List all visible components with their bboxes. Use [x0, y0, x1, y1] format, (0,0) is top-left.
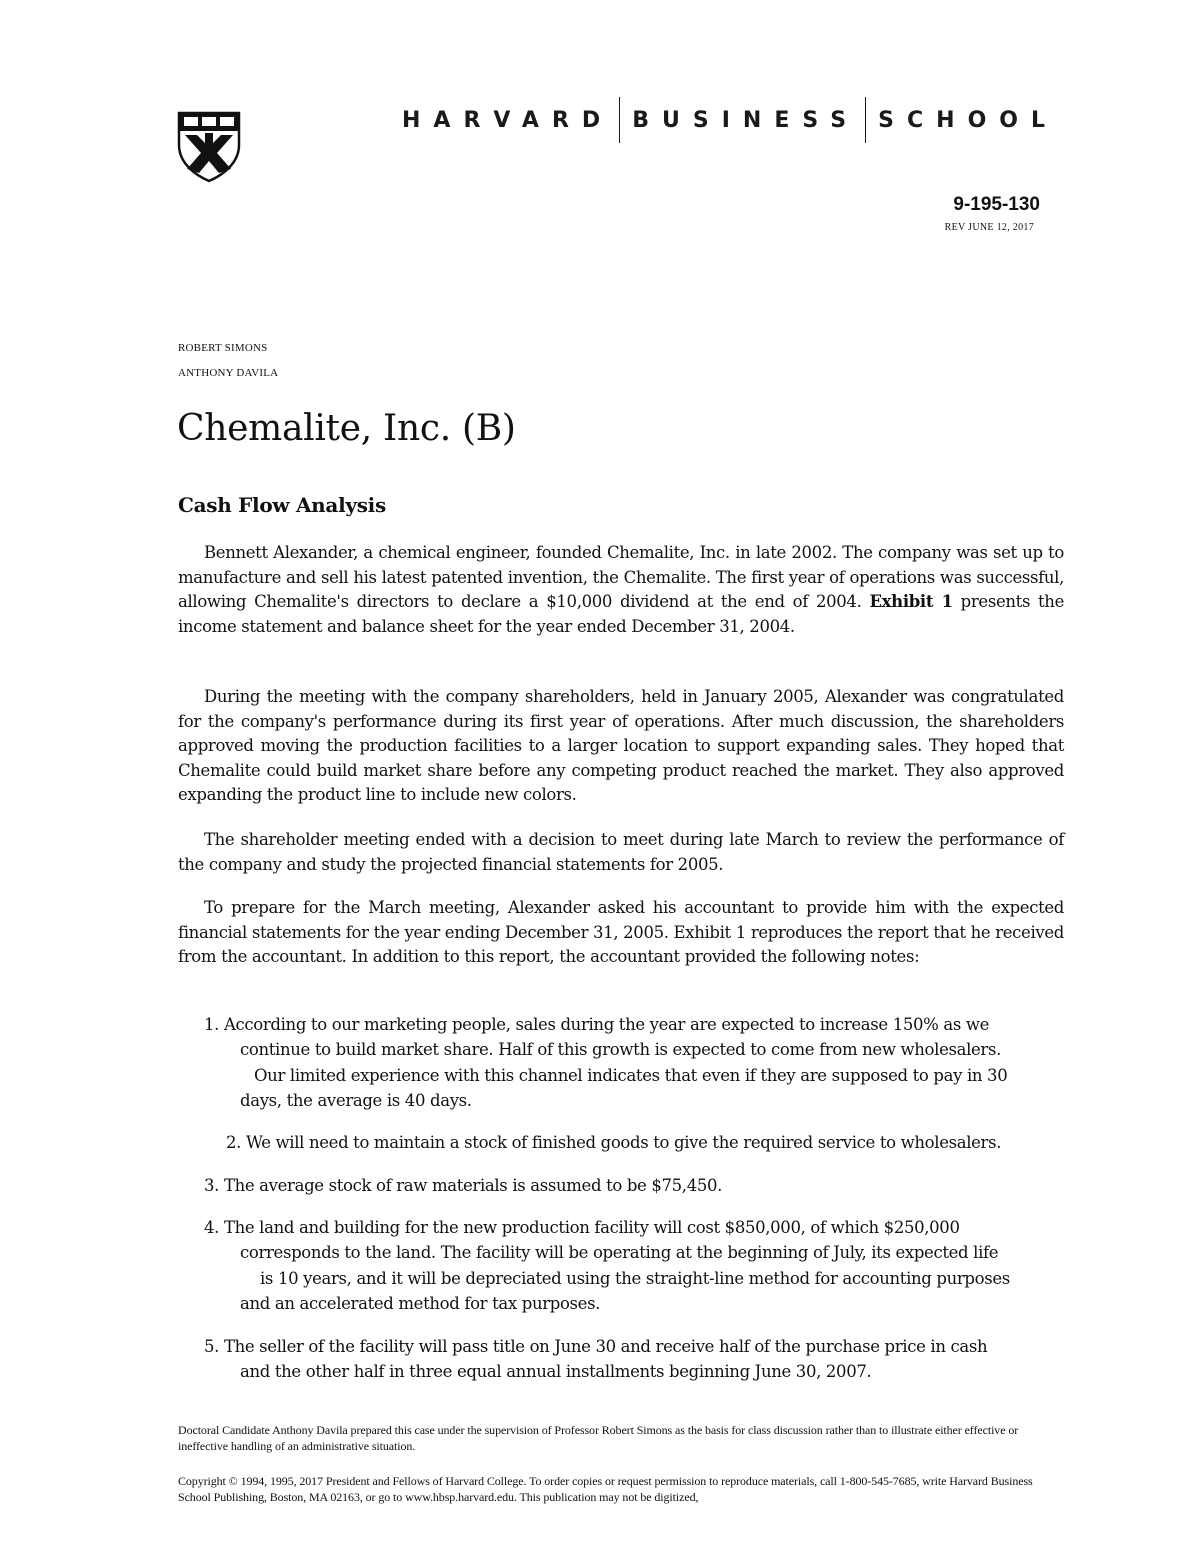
case-title: Chemalite, Inc. (B)	[177, 408, 516, 449]
note-line: 3. The average stock of raw materials is assumed to be $75,450.	[204, 1176, 723, 1195]
note-line: and the other half in three equal annual installments beginning June 30, 2007.	[240, 1362, 872, 1381]
paragraph-4	[178, 896, 1064, 970]
note-line: 1. According to our marketing people, sales during the year are expected to increase 150% as we	[204, 1015, 990, 1034]
note-line: 5. The seller of the facility will pass title on June 30 and receive half of the purchase price in cash	[204, 1337, 988, 1356]
paragraph-1	[178, 541, 1064, 639]
paragraph-text: Bennett Alexander, a chemical engineer, founded Chemalite, Inc. in late 2002. The company was set up to manufacture and sell his latest patented invention, the Chemalite. The first year of operations was successful, allowing Chemalite's directors to declare a $10,000 dividend at the end of 2004.	[178, 543, 1064, 612]
revision-date: REV JUNE 12, 2017	[944, 222, 1034, 233]
school-wordmark	[402, 96, 1064, 144]
note-line: continue to build market share. Half of this growth is expected to come from new wholesalers.	[240, 1040, 1001, 1059]
paragraph-2	[178, 685, 1064, 808]
author-name: ROBERT SIMONS	[178, 342, 268, 354]
note-line: 4. The land and building for the new production facility will cost $850,000, of which $250,000	[204, 1218, 960, 1237]
note-line: is 10 years, and it will be depreciated using the straight-line method for accounting purposes	[260, 1269, 1010, 1288]
author-name: ANTHONY DAVILA	[178, 367, 279, 379]
paragraph-text: The shareholder meeting ended with a decision to meet during late March to review the performance of the company and study the projected financial statements for 2005.	[178, 830, 1064, 874]
paragraph-text: presents the income statement and balance sheet for the year ended December 31, 2004.	[178, 592, 1064, 636]
footnote-preparation: Doctoral Candidate Anthony Davila prepared this case under the supervision of Professor Robert Simons as the basis for class discussion rather than to illustrate either effective or ineffective handling of an administrative situation.	[178, 1423, 1019, 1453]
wordmark-harvard: HARVARD	[402, 107, 614, 133]
exhibit-reference: Exhibit 1	[869, 592, 953, 612]
note-line: Our limited experience with this channel indicates that even if they are supposed to pay in 30	[254, 1066, 1008, 1085]
note-line: corresponds to the land. The facility will be operating at the beginning of July, its expected life	[240, 1243, 999, 1262]
wordmark-divider	[619, 97, 620, 143]
note-line: 2. We will need to maintain a stock of finished goods to give the required service to wholesalers.	[226, 1133, 1002, 1152]
note-line: and an accelerated method for tax purposes.	[240, 1294, 601, 1313]
wordmark-school: SCHOOL	[878, 107, 1058, 133]
paragraph-text: To prepare for the March meeting, Alexander asked his accountant to provide him with the expected financial statements for the year ending December 31, 2005. Exhibit 1 reproduces the report that he received from the accountant. In addition to this report, the accountant provided the following notes:	[178, 898, 1064, 967]
footnote-copyright: Copyright © 1994, 1995, 2017 President and Fellows of Harvard College. To order copies or request permission to reproduce materials, call 1-800-545-7685, write Harvard Business School Publishing, Boston, MA 02163, or go to www.hbsp.harvard.edu. This publication may not be digitized,	[178, 1474, 1033, 1504]
paragraph-3	[178, 828, 1064, 877]
wordmark-divider	[865, 97, 866, 143]
document-number: 9-195-130	[953, 194, 1040, 215]
note-line: days, the average is 40 days.	[240, 1091, 472, 1110]
hbs-shield-logo	[177, 111, 241, 183]
section-heading: Cash Flow Analysis	[178, 493, 386, 517]
wordmark-business: BUSINESS	[632, 107, 860, 133]
paragraph-text: During the meeting with the company shareholders, held in January 2005, Alexander was congratulated for the company's performance during its first year of operations. After much discussion, the shareholders approved moving the production facilities to a larger location to support expanding sales. They hoped that Chemalite could build market share before any competing product reached the market. They also approved expanding the product line to include new colors.	[178, 687, 1064, 805]
